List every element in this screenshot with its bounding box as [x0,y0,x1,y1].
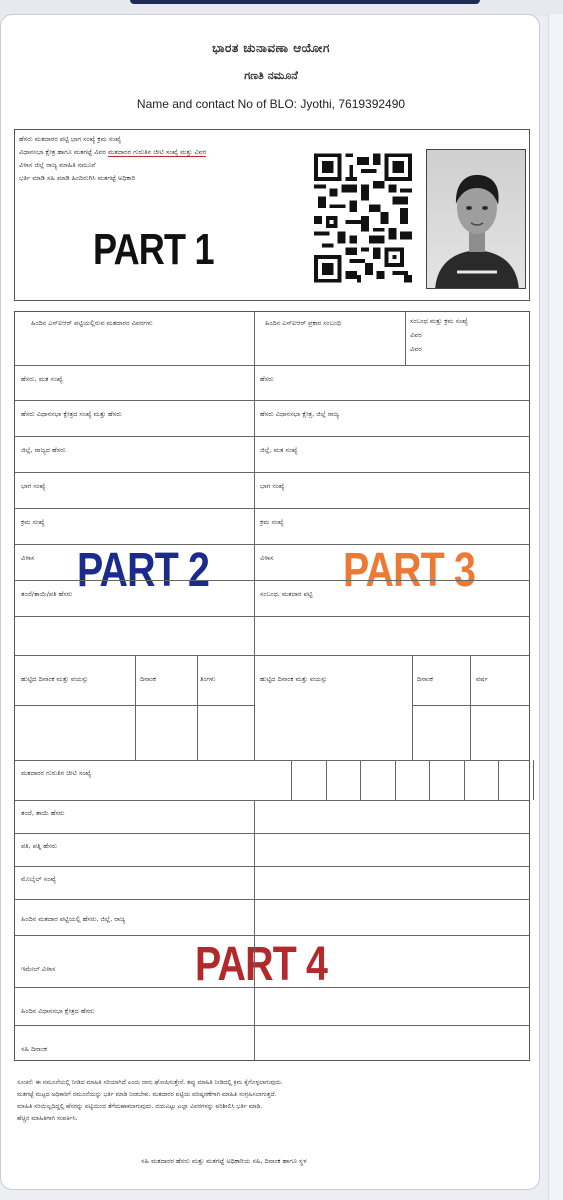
epic-digit-box [533,760,534,800]
part1-line-4: ಭರ್ತಿ ಮಾಡಿ ಸಹಿ ಮಾಡಿ ಹಿಂದಿರುಗಿಸಿ ಮತಗಟ್ಟೆ ಅಧಿಕಾರಿ [19,174,136,182]
part2-field-label: ಜಿಲ್ಲೆ, ರಾಜ್ಯದ ಹೆಸರು [21,446,66,454]
part2-field-label: ಕ್ರಮ ಸಂಖ್ಯೆ [21,518,45,526]
grid-column-divider [412,655,413,760]
header-right-divider [405,311,406,365]
part4-field-label: ಹಿಂದಿನ ವಿಧಾನಸಭಾ ಕ್ಷೇತ್ರದ ಹೆಸರು [21,1007,95,1015]
part3-field-label: ಜಿಲ್ಲೆ, ಮತ ಸಂಖ್ಯೆ [260,446,298,454]
form-subtitle: ಗಣತಿ ನಮೂನೆ [244,69,298,82]
epic-digit-box [360,760,361,800]
grid-row-divider [14,866,530,867]
grid-header-right-3: ವಿವರ [410,345,422,353]
voter-photo [426,149,526,289]
part1-line-1: ಹೆಸರು ಮತದಾರರ ಪಟ್ಟಿ ಭಾಗ ಸಂಖ್ಯೆ ಕ್ರಮ ಸಂಖ್ಯೆ [19,135,122,143]
footer-line-1: ಸೂಚನೆ: ಈ ನಮೂನೆಯಲ್ಲಿ ನೀಡಿದ ಮಾಹಿತಿ ಸರಿಯಾಗಿದೆ ಎಂದು ನಾನು ಘೋಷಿಸುತ್ತೇನೆ. ತಪ್ಪು ಮಾಹಿತಿ ನೀಡಿದಲ್ಲಿ ಕ್ರಮ ಕೈಗೊಳ್ಳಲಾಗುವುದು. [17,1079,283,1086]
part2-dob-month-label: ತಿಂಗಳು [200,675,216,683]
part1-info-text [19,133,295,185]
part2-part3-divider [254,311,255,760]
part3-field-label: ಸಂಬಂಧ, ಮತದಾರ ಪಟ್ಟಿ [260,590,313,598]
part2-label: PART 2 [77,544,210,597]
form-title: ಭಾರತ ಚುನಾವಣಾ ಆಯೋಗ [212,41,330,55]
epic-digit-box [395,760,396,800]
part4-label: PART 4 [195,938,328,991]
footer-line-3: ಮಾಹಿತಿ ಸರಿಯಿಲ್ಲದಿದ್ದಲ್ಲಿ ಹೆಸರನ್ನು ಪಟ್ಟಿಯಿಂದ ತೆಗೆದುಹಾಕಲಾಗುವುದು. ದಯವಿಟ್ಟು ಎಲ್ಲಾ ವಿವರಗಳನ್ನು ಪರಿಶೀಲಿಸಿ ಭರ್ತಿ ಮಾಡಿ. [17,1103,263,1110]
epic-digit-box [464,760,465,800]
grid-row-divider [14,760,530,761]
grid-row-divider [14,580,530,581]
blo-contact-line: Name and contact No of BLO: Jyothi, 7619392490 [136,97,406,111]
part3-label: PART 3 [343,544,476,597]
grid-header-left: ಹಿಂದಿನ ಎಸ್‌ಐಆರ್ ಪಟ್ಟಿಯಲ್ಲಿರುವ ಮತದಾರರ ವಿವರಗಳು [31,319,153,327]
footer-line-4: ಹೆಚ್ಚಿನ ಮಾಹಿತಿಗಾಗಿ ಸಂಪರ್ಕಿಸಿ. [17,1115,78,1122]
next-page-edge [548,14,563,1200]
part1-label: PART 1 [93,225,214,274]
part3-field-label: ಹೆಸರು [260,375,274,383]
epic-digit-box [291,760,292,800]
part4-field-label: ಪತಿ, ಪತ್ನಿ ಹೆಸರು [21,842,58,850]
part3-field-label: ವಿಳಾಸ [260,554,274,562]
grid-row-divider [14,1025,530,1026]
epic-digit-box [498,760,499,800]
grid-row-divider [14,472,530,473]
grid-row-divider [14,833,530,834]
footer-line-2: ಮತಗಟ್ಟೆ ಮಟ್ಟದ ಅಧಿಕಾರಿಗೆ ನಮೂನೆಯನ್ನು ಭರ್ತಿ ಮಾಡಿ ನೀಡಬೇಕು. ಮತದಾರರ ಪಟ್ಟಿಯ ಪರಿಷ್ಕರಣೆಗಾಗಿ ಮಾಹಿತಿ ಸಂಗ್ರಹಿಸಲಾಗುತ್ತದೆ. [17,1091,277,1098]
part4-field-label: ಮೊಬೈಲ್ ಸಂಖ್ಯೆ [21,875,56,883]
grid-row-divider [14,544,530,545]
banner-edge [130,0,480,4]
part2-field-label: ತಂದೆ/ತಾಯಿ/ಪತಿ ಹೆಸರು [21,590,73,598]
grid-row-divider [412,705,530,706]
grid-column-divider [135,655,136,760]
grid-row-divider [14,800,530,801]
grid-row-divider [14,616,530,617]
part4-field-label: ಇಮೇಲ್ ವಿಳಾಸ [21,965,56,973]
part1-line-2 [19,146,295,159]
grid-row-divider [14,899,530,900]
part2-dob-date-label: ದಿನಾಂಕ [140,675,156,683]
grid-row-divider [14,935,530,936]
part3-dob-year-label: ವರ್ಷ [476,675,488,683]
grid-header-right-1: ಸಂಬಂಧ ಮತ್ತು ಕ್ರಮ ಸಂಖ್ಯೆ [410,317,468,325]
part4-field-label: ತಂದೆ, ತಾಯಿ ಹೆಸರು [21,809,65,817]
part2-field-label: ಭಾಗ ಸಂಖ್ಯೆ [21,482,46,490]
part3-field-label: ಭಾಗ ಸಂಖ್ಯೆ [260,482,285,490]
grid-row-divider [14,436,530,437]
form-footer-notes [17,1077,527,1125]
part3-field-label: ಹೆಸರು ವಿಧಾನಸಭಾ ಕ್ಷೇತ್ರ, ಜಿಲ್ಲೆ ರಾಜ್ಯ [260,410,339,418]
signature-line: ಸಹಿ ಮತದಾರರ ಹೆಸರು ಮತ್ತು ಮತಗಟ್ಟೆ ಅಧಿಕಾರಿಯ ಸಹಿ, ದಿನಾಂಕ ಹಾಗೂ ಸ್ಥಳ [141,1157,307,1165]
grid-row-divider [14,508,530,509]
grid-row-divider [14,365,530,366]
epic-digit-box [326,760,327,800]
grid-row-divider [14,705,254,706]
grid-row-divider [14,655,530,656]
part2-field-label: ಹೆಸರು, ಮತ ಸಂಖ್ಯೆ [21,375,63,383]
part2-field-label: ವಿಳಾಸ [21,554,35,562]
grid-header-right-2: ವಿವರ [410,331,422,339]
part1-line-3: ವಿಳಾಸ ಜಿಲ್ಲೆ ರಾಜ್ಯ ಮಾಹಿತಿ ನಮೂನೆ [19,161,96,169]
part1-line-2-text: ವಿಧಾನಸಭಾ ಕ್ಷೇತ್ರ ಹಾಗೂ ಮತಗಟ್ಟೆ ವಿವರ [19,148,106,156]
grid-column-divider [470,655,471,760]
part1-underlined-text: ಮತದಾರರ ಗುರುತಿನ ಚೀಟಿ ಸಂಖ್ಯೆ ಮತ್ತು ವಿವರ [108,148,207,156]
grid-row-divider [14,400,530,401]
part3-field-label: ಕ್ರಮ ಸಂಖ್ಯೆ [260,518,284,526]
part3-dob-label: ಹುಟ್ಟಿದ ದಿನಾಂಕ ಮತ್ತು ವಯಸ್ಸು [260,675,328,683]
part2-field-label: ಹೆಸರು ವಿಧಾನಸಭಾ ಕ್ಷೇತ್ರದ ಸಂಖ್ಯೆ ಮತ್ತು ಹೆಸರು [21,410,122,418]
part4-field-label: ಹಿಂದಿನ ಮತದಾರ ಪಟ್ಟಿಯಲ್ಲಿ ಹೆಸರು, ಜಿಲ್ಲೆ, ರಾಜ್ಯ [21,915,126,923]
part3-dob-date-label: ದಿನಾಂಕ [417,675,433,683]
grid-column-divider [197,655,198,760]
person-avatar-icon [427,150,526,289]
enumeration-form-sheet [0,14,540,1190]
grid-row-divider [14,987,530,988]
part4-divider [254,800,255,1061]
part4-field-label: ಮತದಾರರ ಗುರುತಿನ ಚೀಟಿ ಸಂಖ್ಯೆ [21,769,92,777]
qr-code-icon [314,153,412,283]
epic-digit-box [429,760,430,800]
grid-header-middle: ಹಿಂದಿನ ಎಸ್‌ಐಆರ್ ಪ್ರಕಾರ ಸಂಬಂಧಿ [265,319,342,327]
part2-dob-label: ಹುಟ್ಟಿದ ದಿನಾಂಕ ಮತ್ತು ವಯಸ್ಸು [21,675,89,683]
part4-field-label: ಸಹಿ ದಿನಾಂಕ [21,1045,47,1053]
